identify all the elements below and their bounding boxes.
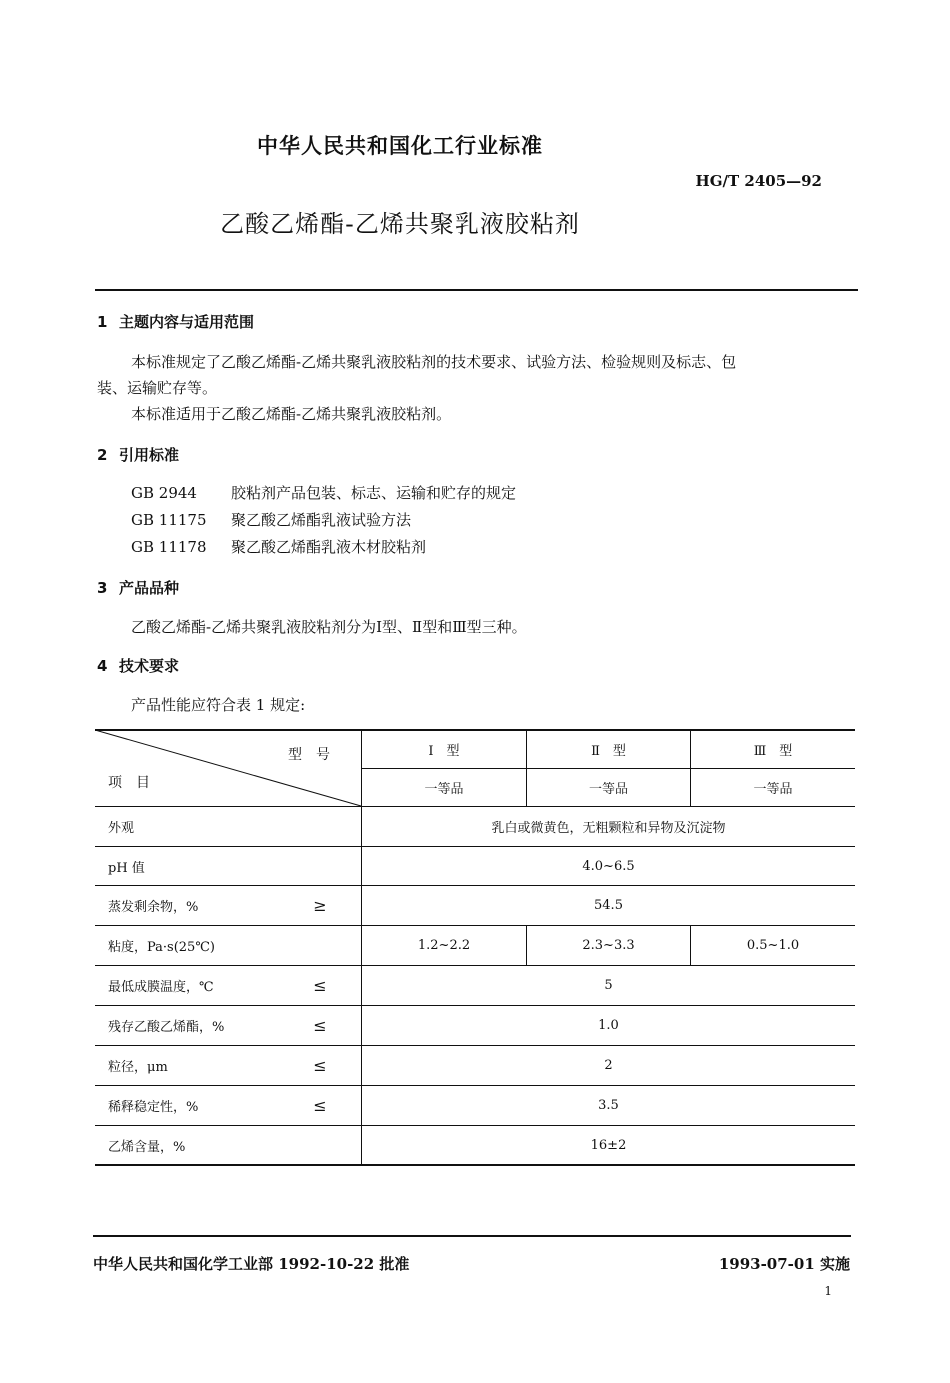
row-value-residual-monomer: 1.0 — [598, 1018, 619, 1033]
type-header: Ⅲ 型 — [753, 743, 793, 759]
reference-item — [131, 534, 426, 560]
section-2-heading — [97, 444, 179, 465]
row-label-min-film-temp: 最低成膜温度，℃ — [108, 980, 214, 995]
row-value-viscosity-type3: 0.5~1.0 — [746, 938, 800, 953]
section-number: 4 — [97, 657, 108, 675]
row-value-residue: 54.5 — [594, 898, 623, 913]
section-number: 1 — [97, 313, 108, 331]
type-header: Ⅱ 型 — [591, 743, 626, 759]
approval-statement: 中华人民共和国化学工业部 1992-10-22 批准 — [93, 1255, 410, 1273]
section-1-paragraph-1a: 本标准规定了乙酸乙烯酯-乙烯共聚乳液胶粘剂的技术要求、试验方法、检验规则及标志、包 — [131, 353, 737, 371]
section-3-heading — [97, 577, 179, 598]
footer-divider — [93, 1235, 851, 1237]
row-value-dilution-stability: 3.5 — [598, 1098, 619, 1113]
row-value-ethylene-content: 16±2 — [590, 1137, 627, 1153]
section-1-paragraph-1b: 装、运输贮存等。 — [97, 379, 218, 397]
row-symbol-residue: ≥ — [313, 896, 327, 915]
row-value-viscosity-type1: 1.2~2.2 — [417, 938, 471, 953]
section-3-paragraph: 乙酸乙烯酯-乙烯共聚乳液胶粘剂分为Ⅰ型、Ⅱ型和Ⅲ型三种。 — [131, 618, 527, 636]
standard-code: HG/T 2405—92 — [695, 172, 822, 190]
section-4-paragraph: 产品性能应符合表 1 规定: — [131, 696, 306, 714]
reference-code: GB 11178 — [131, 538, 207, 556]
row-label-appearance: 外观 — [108, 821, 135, 836]
row-label-ph: pH 值 — [108, 860, 145, 876]
reference-title: 胶粘剂产品包装、标志、运输和贮存的规定 — [231, 484, 517, 502]
section-number: 3 — [97, 579, 108, 597]
reference-code: GB 2944 — [131, 484, 197, 502]
table-bottom-rule — [95, 1164, 855, 1166]
row-label-dilution-stability: 稀释稳定性，% — [108, 1100, 199, 1115]
grade-header: 一等品 — [424, 782, 464, 797]
row-value-viscosity-type2: 2.3~3.3 — [582, 938, 635, 953]
row-label-viscosity: 粘度，Pa·s(25℃) — [108, 940, 215, 955]
grade-header: 一等品 — [753, 782, 793, 797]
corner-label-item: 项 目 — [108, 775, 150, 791]
standard-category-title: 中华人民共和国化工行业标准 — [257, 134, 543, 158]
header-divider — [95, 289, 858, 291]
reference-code: GB 11175 — [131, 511, 207, 529]
section-1-paragraph-2: 本标准适用于乙酸乙烯酯-乙烯共聚乳液胶粘剂。 — [131, 405, 452, 423]
row-label-ethylene-content: 乙烯含量，% — [108, 1139, 186, 1155]
document-title: 乙酸乙烯酯-乙烯共聚乳液胶粘剂 — [220, 210, 580, 238]
row-label-residual-monomer: 残存乙酸乙烯酯，% — [108, 1020, 225, 1035]
header-diagonal-line — [95, 730, 362, 807]
section-title: 产品品种 — [119, 579, 180, 597]
reference-item — [131, 480, 516, 506]
row-symbol-min-film-temp: ≤ — [313, 976, 327, 995]
row-value-appearance: 乳白或微黄色，无粗颗粒和异物及沉淀物 — [491, 821, 726, 836]
row-label-particle-size: 粒径，μm — [108, 1060, 168, 1075]
row-symbol-dilution-stability: ≤ — [313, 1096, 327, 1115]
section-1-heading — [97, 311, 254, 332]
section-4-heading — [97, 655, 179, 676]
row-value-particle-size: 2 — [604, 1058, 613, 1073]
section-title: 引用标准 — [119, 446, 180, 464]
effective-date: 1993-07-01 实施 — [718, 1255, 850, 1273]
grade-header: 一等品 — [588, 782, 628, 797]
section-number: 2 — [97, 446, 108, 464]
section-title: 技术要求 — [119, 657, 180, 675]
row-label-residue: 蒸发剩余物，% — [108, 900, 199, 915]
section-title: 主题内容与适用范围 — [119, 313, 255, 331]
row-symbol-particle-size: ≤ — [313, 1056, 327, 1075]
reference-title: 聚乙酸乙烯酯乳液试验方法 — [231, 511, 412, 529]
row-value-ph: 4.0~6.5 — [582, 858, 635, 874]
type-header: Ⅰ 型 — [428, 743, 460, 759]
corner-label-type: 型 号 — [288, 747, 330, 763]
reference-title: 聚乙酸乙烯酯乳液木材胶粘剂 — [231, 538, 427, 556]
row-value-min-film-temp: 5 — [604, 978, 613, 993]
reference-item — [131, 507, 411, 533]
row-symbol-residual-monomer: ≤ — [313, 1016, 327, 1035]
page-number: 1 — [824, 1284, 832, 1298]
